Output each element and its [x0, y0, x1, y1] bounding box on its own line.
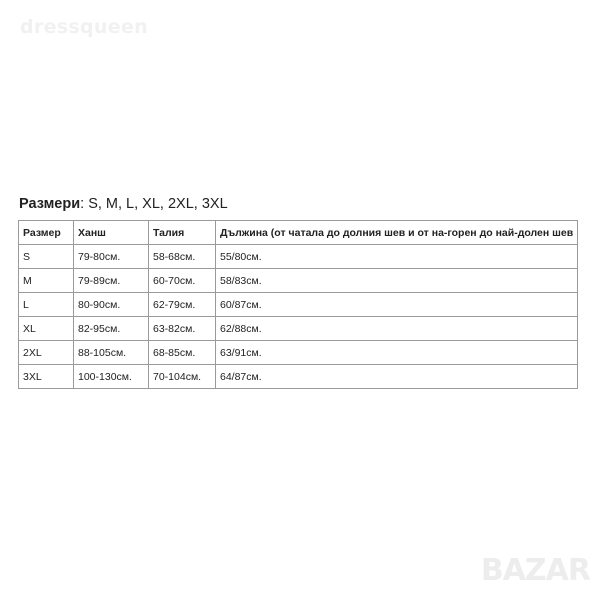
- cell-hips: 100-130см.: [74, 365, 149, 389]
- header-waist: Талия: [149, 221, 216, 245]
- table-row: [19, 365, 578, 389]
- cell-hips: 79-80см.: [74, 245, 149, 269]
- table-row: [19, 269, 578, 293]
- header-size: Размер: [19, 221, 74, 245]
- bazar-watermark-logo: BAZAR: [480, 553, 590, 588]
- table-row: [19, 341, 578, 365]
- cell-hips: 79-89см.: [74, 269, 149, 293]
- cell-size: 3XL: [19, 365, 74, 389]
- cell-size: L: [19, 293, 74, 317]
- cell-waist: 60-70см.: [149, 269, 216, 293]
- header-hips: Ханш: [74, 221, 149, 245]
- cell-size: S: [19, 245, 74, 269]
- cell-length: 63/91см.: [216, 341, 578, 365]
- sizes-heading: [19, 196, 228, 212]
- sizes-heading-label: Размери: [19, 196, 81, 212]
- cell-waist: 62-79см.: [149, 293, 216, 317]
- cell-waist: 63-82см.: [149, 317, 216, 341]
- cell-length: 64/87см.: [216, 365, 578, 389]
- header-length: Дължина (от чатала до долния шев и от на-горен до най-долен шев: [216, 221, 578, 245]
- cell-length: 62/88см.: [216, 317, 578, 341]
- table-row: [19, 317, 578, 341]
- cell-size: XL: [19, 317, 74, 341]
- cell-length: 60/87см.: [216, 293, 578, 317]
- sizes-heading-list: : S, M, L, XL, 2XL, 3XL: [80, 196, 228, 212]
- cell-waist: 68-85см.: [149, 341, 216, 365]
- cell-hips: 80-90см.: [74, 293, 149, 317]
- cell-length: 58/83см.: [216, 269, 578, 293]
- size-table: [18, 220, 578, 389]
- table-row: [19, 293, 578, 317]
- cell-hips: 88-105см.: [74, 341, 149, 365]
- cell-size: M: [19, 269, 74, 293]
- cell-waist: 70-104см.: [149, 365, 216, 389]
- table-header-row: [19, 221, 578, 245]
- cell-hips: 82-95см.: [74, 317, 149, 341]
- table-row: [19, 245, 578, 269]
- watermark-dressqueen: dressqueen: [20, 16, 148, 38]
- cell-waist: 58-68см.: [149, 245, 216, 269]
- cell-size: 2XL: [19, 341, 74, 365]
- cell-length: 55/80см.: [216, 245, 578, 269]
